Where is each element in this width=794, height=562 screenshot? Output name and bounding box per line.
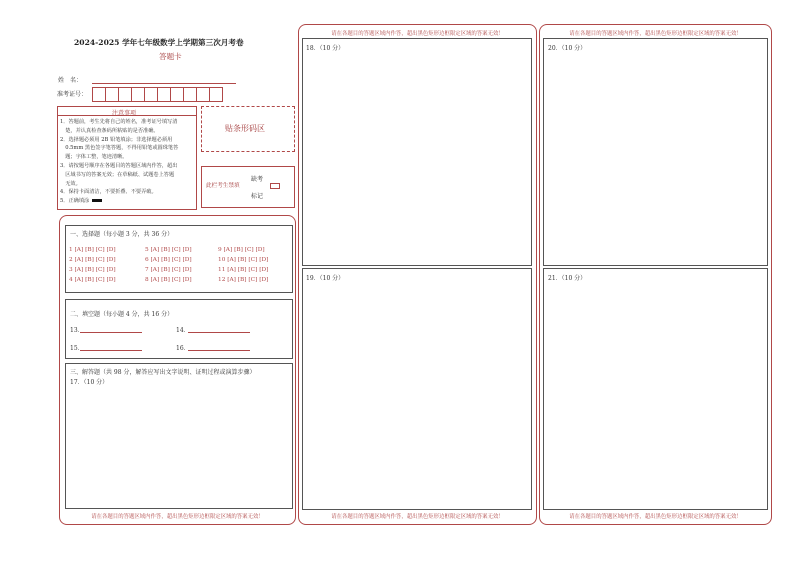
choice-row[interactable]: 3 [A] [B] [C] [D]	[69, 267, 116, 273]
q13-label: 13．	[70, 327, 84, 334]
warning-text: 请在各题目的答题区域内作答，超出黑色矩形边框限定区域的答案无效！	[569, 31, 742, 37]
warning-text: 请在各题目的答题区域内作答，超出黑色矩形边框限定区域的答案无效！	[331, 31, 504, 37]
notice-item: 0.5mm 黑色签字笔答题，不得用铅笔或圆珠笔答	[60, 145, 179, 152]
absent-checkbox[interactable]	[270, 183, 280, 189]
notice-title: 注意事项	[112, 110, 137, 117]
absent-note: 此栏考生禁填	[206, 183, 240, 189]
name-field[interactable]	[92, 83, 236, 84]
notice-item: 4．保持卡面清洁，不要折叠、不要弄破。	[60, 189, 157, 196]
notice-item: 1．答题前，考生先将自己的姓名，准考证号填写清	[60, 119, 178, 125]
choice-row[interactable]: 5 [A] [B] [C] [D]	[145, 247, 192, 253]
choice-row[interactable]: 12 [A] [B] [C] [D]	[218, 277, 269, 283]
q18-answer-box[interactable]	[302, 38, 532, 266]
warning-text: 请在各题目的答题区域内作答，超出黑色矩形边框限定区域的答案无效！	[331, 514, 504, 520]
choice-row[interactable]: 11 [A] [B] [C] [D]	[218, 267, 269, 273]
name-label: 姓 名：	[58, 77, 83, 84]
q15-answer-line[interactable]	[80, 350, 142, 351]
q21-label: 21．（10 分）	[548, 275, 587, 282]
solve-section-title: 三、解答题（共 98 分，解答应写出文字说明、证明过程或演算步骤）	[70, 369, 256, 376]
choice-section-title: 一、选择题（每小题 3 分，共 36 分）	[70, 231, 174, 238]
filled-sample-mark	[92, 199, 102, 202]
q16-label: 16．	[176, 345, 190, 352]
q20-label: 20．（10 分）	[548, 45, 587, 52]
q19-answer-box[interactable]	[302, 268, 532, 510]
choice-row[interactable]: 2 [A] [B] [C] [D]	[69, 257, 116, 263]
barcode-label: 贴条形码区	[225, 124, 265, 133]
fill-section-title: 二、填空题（每小题 4 分，共 16 分）	[70, 311, 174, 318]
q14-label: 14．	[176, 327, 190, 334]
choice-row[interactable]: 10 [A] [B] [C] [D]	[218, 257, 269, 263]
notice-item-text: 5．正确填涂	[60, 198, 90, 205]
notice-item: 2．选择题必须用 2B 铅笔填涂；非选择题必须用	[60, 136, 173, 143]
notice-list	[60, 118, 178, 206]
q14-answer-line[interactable]	[188, 332, 250, 333]
notice-item	[60, 197, 178, 206]
absent-line2: 标记	[251, 193, 264, 200]
q13-answer-line[interactable]	[80, 332, 142, 333]
warning-text: 请在各题目的答题区域内作答，超出黑色矩形边框限定区域的答案无效！	[91, 514, 264, 520]
q17-label: 17．（10 分）	[70, 379, 109, 386]
notice-item: 区域书写的答案无效；在草稿纸、试题卷上答题	[60, 171, 175, 178]
q20-answer-box[interactable]	[543, 38, 768, 266]
exam-no-grid[interactable]	[92, 87, 222, 102]
notice-item: 无效。	[60, 180, 81, 187]
q16-answer-line[interactable]	[188, 350, 250, 351]
choice-row[interactable]: 7 [A] [B] [C] [D]	[145, 267, 192, 273]
exam-no-label: 准考证号：	[57, 91, 88, 98]
answer-sheet-label: 答题卡	[159, 52, 182, 61]
q18-label: 18．（10 分）	[306, 45, 345, 52]
choice-row[interactable]: 6 [A] [B] [C] [D]	[145, 257, 192, 263]
q21-answer-box[interactable]	[543, 268, 768, 510]
q19-label: 19．（10 分）	[306, 275, 345, 282]
choice-row[interactable]: 4 [A] [B] [C] [D]	[69, 277, 116, 283]
absent-line1: 缺考	[251, 176, 264, 183]
choice-row[interactable]: 1 [A] [B] [C] [D]	[69, 247, 116, 253]
choice-row[interactable]: 8 [A] [B] [C] [D]	[145, 277, 192, 283]
notice-item: 楚，并认真检查条码所粘贴的是否准确。	[60, 127, 159, 134]
warning-text: 请在各题目的答题区域内作答，超出黑色矩形边框限定区域的答案无效！	[569, 514, 742, 520]
exam-title: 2024-2025 学年七年级数学上学期第三次月考卷	[74, 38, 244, 47]
notice-item: 3．请按题号顺序在各题目的答题区域内作答，超出	[60, 162, 178, 169]
q15-label: 15．	[70, 345, 84, 352]
notice-item: 题；字体工整，笔迹清晰。	[60, 154, 128, 161]
choice-row[interactable]: 9 [A] [B] [C] [D]	[218, 247, 265, 253]
